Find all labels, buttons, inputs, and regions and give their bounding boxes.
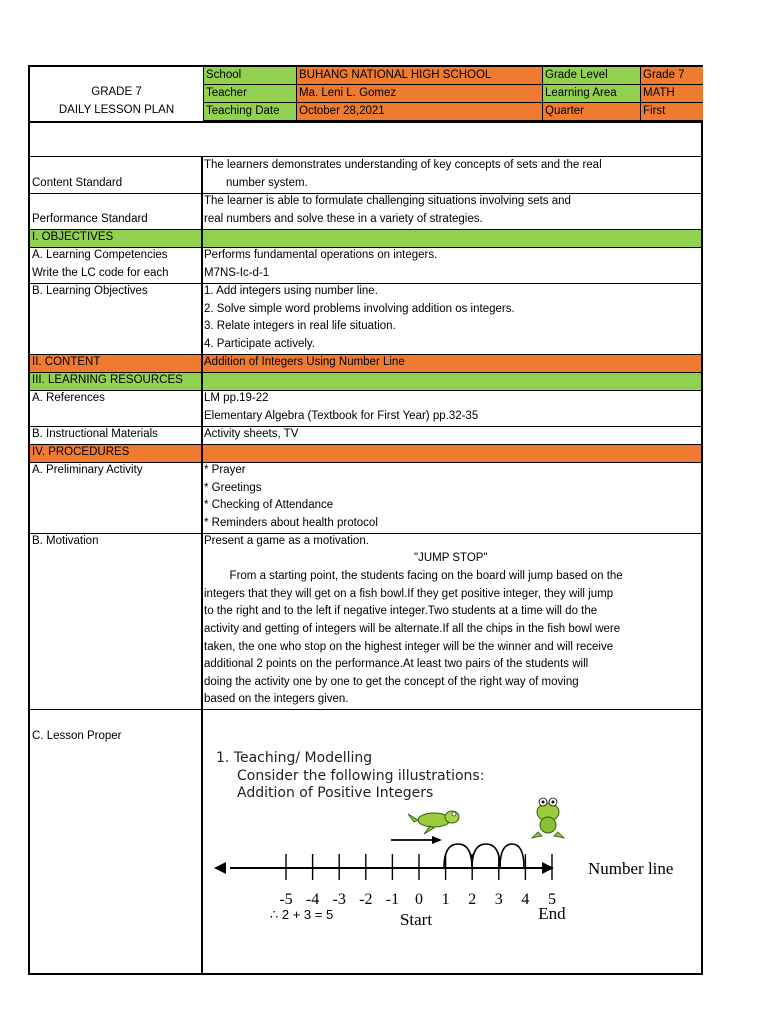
number-line-illustration <box>202 792 692 927</box>
lesson-plan-sheet <box>28 65 703 975</box>
teacher-value: Ma. Leni L. Gomez <box>297 85 543 103</box>
content-heading: II. CONTENT <box>32 356 101 368</box>
materials-value: Activity sheets, TV <box>204 428 299 440</box>
procedures-heading: IV. PROCEDURES <box>32 446 130 458</box>
illustration-subtitle: Addition of Positive Integers <box>237 785 434 801</box>
content-standard-line2: number system. <box>226 177 308 189</box>
motivation-label: B. Motivation <box>32 535 99 547</box>
jump-arc <box>472 844 500 868</box>
motivation-line: doing the activity one by one to get the concept of the right way of moving <box>204 676 579 688</box>
performance-standard-label: Performance Standard <box>32 213 148 225</box>
school-value: BUHANG NATIONAL HIGH SCHOOL <box>297 67 543 85</box>
motivation-line: From a starting point, the students facing on the board will jump based on the <box>204 570 623 582</box>
number-line-tick-label: -3 <box>332 891 346 908</box>
lo-label: B. Learning Objectives <box>32 285 148 297</box>
number-line-tick-label: -2 <box>359 891 373 908</box>
plan-title: DAILY LESSON PLAN <box>58 104 175 116</box>
lo-item: 1. Add integers using number line. <box>204 285 378 297</box>
number-line-tick-label: 5 <box>548 891 556 908</box>
arrow-head-icon <box>432 836 442 844</box>
prelim-item: * Reminders about health protocol <box>204 517 378 529</box>
prelim-item: * Checking of Attendance <box>204 499 334 511</box>
game-title: "JUMP STOP" <box>414 552 488 564</box>
grade-level-label: Grade Level <box>543 67 641 85</box>
learning-area-value: MATH <box>641 85 703 103</box>
number-line-tick-label: 1 <box>441 891 450 908</box>
content-value: Addition of Integers Using Number Line <box>204 356 405 368</box>
equation-text: ∴ 2 + 3 = 5 <box>270 907 334 922</box>
number-line-tick-label: -4 <box>305 891 320 908</box>
illustration-heading: 1. Teaching/ Modelling <box>216 750 373 766</box>
lo-item: 3. Relate integers in real life situation. <box>204 320 396 332</box>
number-line-label: Number line <box>588 859 674 878</box>
motivation-line: to the right and to the left if negative integer.Two students at a time will do the <box>204 605 598 617</box>
lo-item: 4. Participate actively. <box>204 338 316 350</box>
number-line-tick-label: -1 <box>385 891 400 908</box>
lo-item: 2. Solve simple word problems involving addition os integers. <box>204 303 515 315</box>
sitting-frog-icon <box>532 798 564 838</box>
lc-label: A. Learning Competencies <box>32 249 168 261</box>
lc-label-2: Write the LC code for each <box>32 267 169 279</box>
motivation-line: additional 2 points on the performance.At least two pairs of the students will <box>204 658 589 670</box>
prelim-item: * Greetings <box>204 482 262 494</box>
references-line1: LM pp.19-22 <box>204 392 269 404</box>
motivation-line: activity and getting of integers will be alternate.If all the chips in the fish bowl were <box>204 623 621 635</box>
date-value: October 28,2021 <box>297 103 543 121</box>
school-label: School <box>203 67 297 85</box>
materials-label: B. Instructional Materials <box>32 428 158 440</box>
references-label: A. References <box>32 392 105 404</box>
prelim-item: * Prayer <box>204 464 246 476</box>
start-label: Start <box>399 910 433 927</box>
prelim-label: A. Preliminary Activity <box>32 464 143 476</box>
motivation-intro: Present a game as a motivation. <box>204 535 369 547</box>
quarter-value: First <box>641 103 703 121</box>
jump-arc <box>500 844 524 868</box>
resources-heading: III. LEARNING RESOURCES <box>32 374 183 386</box>
number-line-tick-label: 2 <box>468 891 477 908</box>
lc-value: Performs fundamental operations on integers. <box>204 249 438 261</box>
teacher-label: Teacher <box>203 85 297 103</box>
jumping-frog-icon <box>408 811 459 834</box>
number-line-tick-label: 0 <box>415 891 423 908</box>
performance-standard-line2: real numbers and solve these in a variety of strategies. <box>204 213 483 225</box>
number-line-tick-label: -5 <box>279 891 293 908</box>
references-line2: Elementary Algebra (Textbook for First Year) pp.32-35 <box>204 410 479 422</box>
left-arrow-icon <box>214 862 226 874</box>
motivation-line: based on the integers given. <box>204 693 349 705</box>
performance-standard-line1: The learner is able to formulate challenging situations involving sets and <box>204 195 571 207</box>
date-label: Teaching Date <box>203 103 297 121</box>
grade-heading: GRADE 7 <box>91 86 142 98</box>
lc-code: M7NS-Ic-d-1 <box>204 267 270 279</box>
number-line-tick-label: 3 <box>494 891 503 908</box>
objectives-heading: I. OBJECTIVES <box>32 231 114 243</box>
number-line-tick-label: 4 <box>521 891 530 908</box>
motivation-line: integers that they will get on a fish bowl.If they get positive integer, they will jump <box>204 588 614 600</box>
illustration-instruction: Consider the following illustrations: <box>237 768 485 784</box>
jump-arc <box>444 844 472 868</box>
header-title-block <box>30 83 203 119</box>
grade-level-value: Grade 7 <box>641 67 703 85</box>
lesson-proper-label: C. Lesson Proper <box>32 730 122 742</box>
quarter-label: Quarter <box>543 103 641 121</box>
learning-area-label: Learning Area <box>543 85 641 103</box>
motivation-line: taken, the one who stop on the highest integer will be the winner and will receive <box>204 641 614 653</box>
objectives-bar <box>30 229 701 247</box>
content-standard-line1: The learners demonstrates understanding of key concepts of sets and the real <box>204 159 602 171</box>
content-standard-label: Content Standard <box>32 177 123 189</box>
end-label: End <box>538 904 566 923</box>
procedures-bar <box>30 444 701 462</box>
